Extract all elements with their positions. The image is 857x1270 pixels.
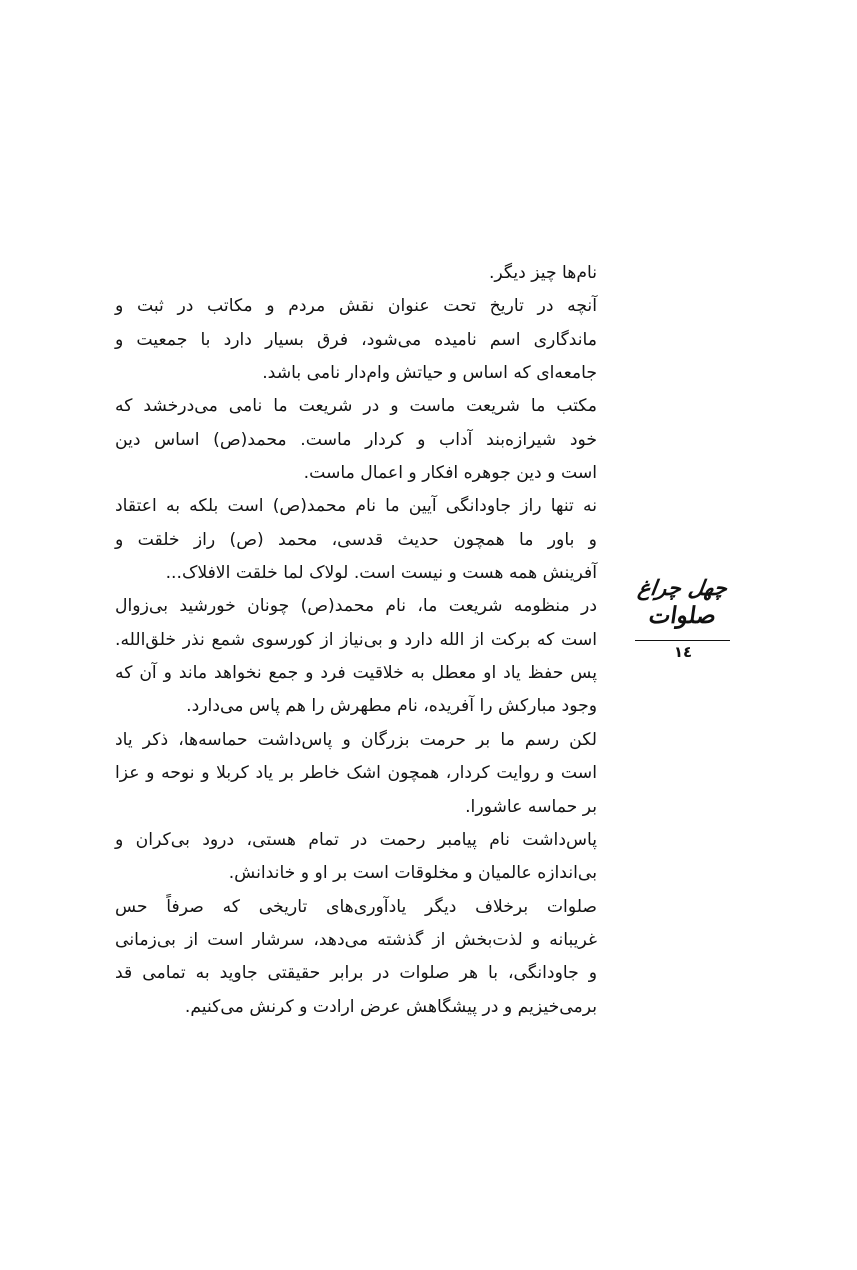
text-line: نه تنها راز جاودانگی آیین ما نام محمد(ص) است بلکه به اعتقاد <box>115 496 597 517</box>
text-line: ماندگاری اسم نامیده می‌شود، فرق بسیار دارد با جمعیت و <box>115 329 597 350</box>
text-line: برمی‌خیزیم و در پیشگاهش عرض ارادت و کرنش می‌کنیم. <box>184 996 597 1017</box>
running-title-bottom: صلوات <box>647 602 718 629</box>
text-line: نام‌ها چیز دیگر. <box>488 263 597 283</box>
text-line: است و روایت کردار، همچون اشک خاطر بر یاد کربلا و نوحه و عزا <box>115 763 597 784</box>
running-title-logo <box>630 575 735 637</box>
text-line: جامعه‌ای که اساس و حیاتش وام‌دار نامی باشد. <box>262 363 597 384</box>
text-line: و باور ما همچون حدیث قدسی، محمد (ص) راز خلقت و <box>115 529 597 550</box>
text-line: و جاودانگی، با هر صلوات در برابر حقیقتی جاوید به تمامی قد <box>115 963 597 984</box>
text-line: پاس‌داشت نام پیامبر رحمت در تمام هستی، درود بی‌کران و <box>115 829 597 850</box>
margin-divider <box>635 640 730 641</box>
text-line: لکن رسم ما بر حرمت بزرگان و پاس‌داشت حماسه‌ها، ذکر یاد <box>115 729 597 750</box>
running-title-top: چهل چراغ <box>636 575 729 600</box>
text-line: مکتب ما شریعت ماست و در شریعت ما نامی می‌درخشد که <box>115 396 597 417</box>
text-line: وجود مبارکش را آفریده، نام مطهرش را هم پاس می‌دارد. <box>186 696 597 717</box>
text-line: است که برکت از الله دارد و بی‌نیاز از کورسوی شمع نذر خلق‌الله. <box>115 629 597 650</box>
text-line: آفرینش همه هست و نیست است. لولاک لما خلقت الافلاک... <box>165 563 597 584</box>
text-line: پس حفظ یاد او معطل به خلاقیت فرد و جمع نخواهد ماند و آن که <box>115 663 597 684</box>
text-line: خود شیرازه‌بند آداب و کردار ماست. محمد(ص) اساس دین <box>115 429 597 450</box>
body-text <box>115 257 597 1024</box>
text-line: غریبانه و لذت‌بخش از گذشته می‌دهد، سرشار است از بی‌زمانی <box>115 929 597 950</box>
text-line: است و دین جوهره افکار و اعمال ماست. <box>303 463 597 484</box>
text-line: در منظومه شریعت ما، نام محمد(ص) چونان خورشید بی‌زوال <box>115 596 597 617</box>
text-line: بر حماسه عاشورا. <box>465 796 597 817</box>
page-number: ۱٤ <box>673 643 693 661</box>
text-line: آنچه در تاریخ تحت عنوان نقش مردم و مکاتب در ثبت و <box>115 296 597 317</box>
text-line: صلوات برخلاف دیگر یادآوری‌های تاریخی که صرفاً حس <box>115 896 597 917</box>
text-line: بی‌اندازه عالمیان و مخلوقات است بر او و خاندانش. <box>228 863 597 884</box>
